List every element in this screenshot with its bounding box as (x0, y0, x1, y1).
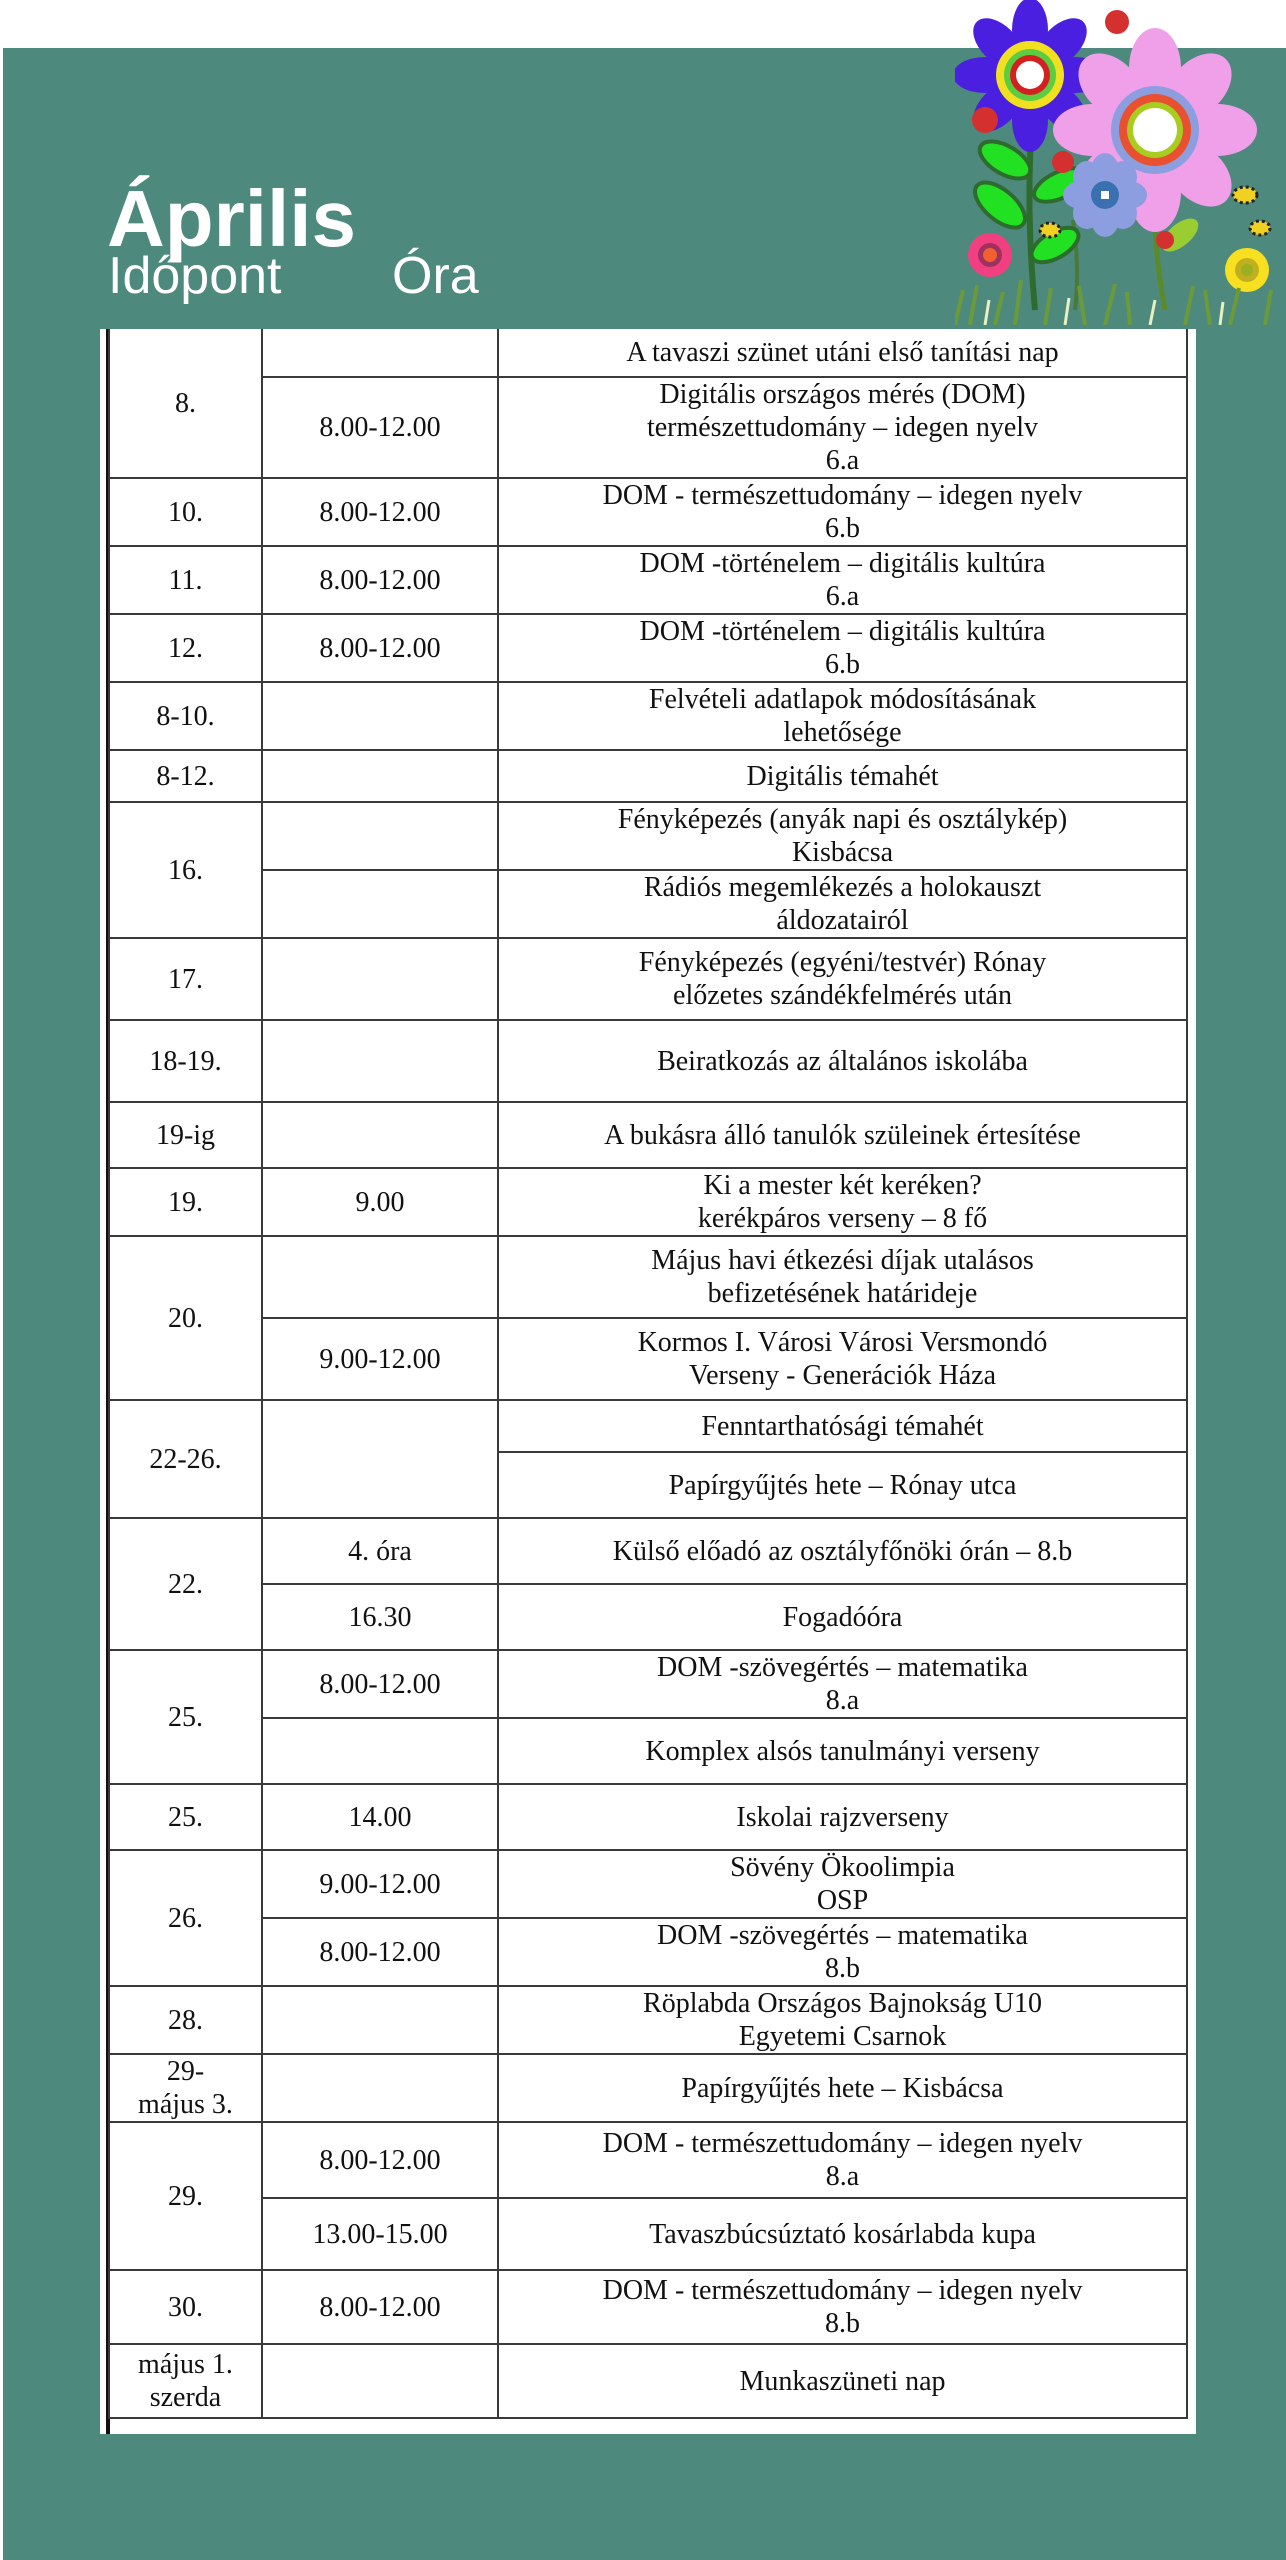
time-cell (262, 1986, 498, 2054)
event-cell: Fenntarthatósági témahét (498, 1400, 1187, 1452)
table-row (109, 1518, 1187, 1584)
date-cell: 25. (109, 1650, 262, 1784)
event-cell: DOM -történelem – digitális kultúra 6.b (498, 614, 1187, 682)
date-cell: 26. (109, 1850, 262, 1986)
table-row (109, 1584, 1187, 1650)
table-row (109, 682, 1187, 750)
event-cell: Iskolai rajzverseny (498, 1784, 1187, 1850)
table-row (109, 377, 1187, 478)
event-cell: Felvételi adatlapok módosításának lehetősége (498, 682, 1187, 750)
events-table (108, 329, 1188, 2419)
event-cell: Sövény Ökoolimpia OSP (498, 1850, 1187, 1918)
time-cell (262, 2054, 498, 2122)
table-row (109, 614, 1187, 682)
table-row (109, 2198, 1187, 2270)
time-cell: 8.00-12.00 (262, 2270, 498, 2344)
event-cell: Tavaszbúcsúztató kosárlabda kupa (498, 2198, 1187, 2270)
date-cell: 29- május 3. (109, 2054, 262, 2122)
date-cell: 22. (109, 1518, 262, 1650)
table-row (109, 938, 1187, 1020)
event-cell: Röplabda Országos Bajnokság U10 Egyetemi Csarnok (498, 1986, 1187, 2054)
date-cell: 29. (109, 2122, 262, 2270)
event-cell: Munkaszüneti nap (498, 2344, 1187, 2418)
table-row (109, 1318, 1187, 1400)
time-cell (262, 682, 498, 750)
spring-flowers-icon (955, 0, 1286, 325)
event-cell: DOM - természettudomány – idegen nyelv 8.a (498, 2122, 1187, 2198)
time-cell (262, 1236, 498, 1318)
event-cell: Fogadóóra (498, 1584, 1187, 1650)
event-cell: A bukásra álló tanulók szüleinek értesítése (498, 1102, 1187, 1168)
table-row (109, 1986, 1187, 2054)
date-cell: május 1. szerda (109, 2344, 262, 2418)
date-cell: 16. (109, 802, 262, 938)
date-cell: 8-10. (109, 682, 262, 750)
date-cell: 10. (109, 478, 262, 546)
month-title: Április (107, 173, 356, 263)
event-cell: Papírgyűjtés hete – Kisbácsa (498, 2054, 1187, 2122)
time-cell: 9.00-12.00 (262, 1850, 498, 1918)
time-cell (262, 802, 498, 870)
table-row (109, 478, 1187, 546)
date-cell: 28. (109, 1986, 262, 2054)
event-cell: Rádiós megemlékezés a holokauszt áldozatairól (498, 870, 1187, 938)
time-cell: 8.00-12.00 (262, 478, 498, 546)
time-cell: 8.00-12.00 (262, 377, 498, 478)
date-cell: 8-12. (109, 750, 262, 802)
time-cell: 8.00-12.00 (262, 2122, 498, 2198)
event-cell: Komplex alsós tanulmányi verseny (498, 1718, 1187, 1784)
event-cell: DOM -szövegértés – matematika 8.a (498, 1650, 1187, 1718)
table-row (109, 750, 1187, 802)
table-row (109, 2054, 1187, 2122)
time-cell: 9.00 (262, 1168, 498, 1236)
date-cell: 20. (109, 1236, 262, 1400)
event-cell: Digitális témahét (498, 750, 1187, 802)
date-cell: 8. (109, 329, 262, 478)
time-cell: 8.00-12.00 (262, 546, 498, 614)
event-cell: Fényképezés (anyák napi és osztálykép) Kisbácsa (498, 802, 1187, 870)
table-row (109, 1650, 1187, 1718)
edge-strip (0, 48, 3, 148)
event-cell: DOM -történelem – digitális kultúra 6.a (498, 546, 1187, 614)
event-cell: Fényképezés (egyéni/testvér) Rónay előzetes szándékfelmérés után (498, 938, 1187, 1020)
date-cell: 18-19. (109, 1020, 262, 1102)
date-cell: 19-ig (109, 1102, 262, 1168)
table-row (109, 1718, 1187, 1784)
time-cell (262, 2344, 498, 2418)
table-row (109, 1236, 1187, 1318)
time-cell: 14.00 (262, 1784, 498, 1850)
time-cell (262, 870, 498, 938)
table-row (109, 870, 1187, 938)
event-cell: Ki a mester két keréken? kerékpáros verseny – 8 fő (498, 1168, 1187, 1236)
event-cell: A tavaszi szünet utáni első tanítási nap (498, 329, 1187, 377)
column-header-date: Időpont (108, 247, 282, 305)
event-cell: DOM -szövegértés – matematika 8.b (498, 1918, 1187, 1986)
table-row (109, 2270, 1187, 2344)
time-cell (262, 1102, 498, 1168)
date-cell: 19. (109, 1168, 262, 1236)
date-cell: 22-26. (109, 1400, 262, 1518)
table-row (109, 1784, 1187, 1850)
table-row (109, 1102, 1187, 1168)
table-row (109, 2344, 1187, 2418)
date-cell: 17. (109, 938, 262, 1020)
event-cell: Beiratkozás az általános iskolába (498, 1020, 1187, 1102)
time-cell (262, 1400, 498, 1518)
event-cell: Kormos I. Városi Városi Versmondó Verseny - Generációk Háza (498, 1318, 1187, 1400)
date-cell: 30. (109, 2270, 262, 2344)
table-row (109, 2122, 1187, 2198)
table-row (109, 1918, 1187, 1986)
event-cell: Külső előadó az osztályfőnöki órán – 8.b (498, 1518, 1187, 1584)
table-row (109, 1020, 1187, 1102)
time-cell: 8.00-12.00 (262, 1918, 498, 1986)
time-cell (262, 1020, 498, 1102)
column-header-time: Óra (392, 247, 479, 305)
date-cell: 11. (109, 546, 262, 614)
time-cell: 16.30 (262, 1584, 498, 1650)
time-cell: 8.00-12.00 (262, 1650, 498, 1718)
time-cell (262, 329, 498, 377)
table-row (109, 329, 1187, 377)
time-cell (262, 1718, 498, 1784)
time-cell (262, 938, 498, 1020)
time-cell: 8.00-12.00 (262, 614, 498, 682)
event-cell: DOM - természettudomány – idegen nyelv 8.b (498, 2270, 1187, 2344)
date-cell: 12. (109, 614, 262, 682)
event-cell: Digitális országos mérés (DOM) természettudomány – idegen nyelv 6.a (498, 377, 1187, 478)
event-cell: DOM - természettudomány – idegen nyelv 6.b (498, 478, 1187, 546)
time-cell: 13.00-15.00 (262, 2198, 498, 2270)
table-row (109, 1850, 1187, 1918)
event-cell: Papírgyűjtés hete – Rónay utca (498, 1452, 1187, 1518)
time-cell: 4. óra (262, 1518, 498, 1584)
table-row (109, 802, 1187, 870)
table-row (109, 1168, 1187, 1236)
date-cell: 25. (109, 1784, 262, 1850)
table-row (109, 546, 1187, 614)
time-cell (262, 750, 498, 802)
event-cell: Május havi étkezési díjak utalásos befizetésének határideje (498, 1236, 1187, 1318)
time-cell: 9.00-12.00 (262, 1318, 498, 1400)
table-row (109, 1400, 1187, 1452)
